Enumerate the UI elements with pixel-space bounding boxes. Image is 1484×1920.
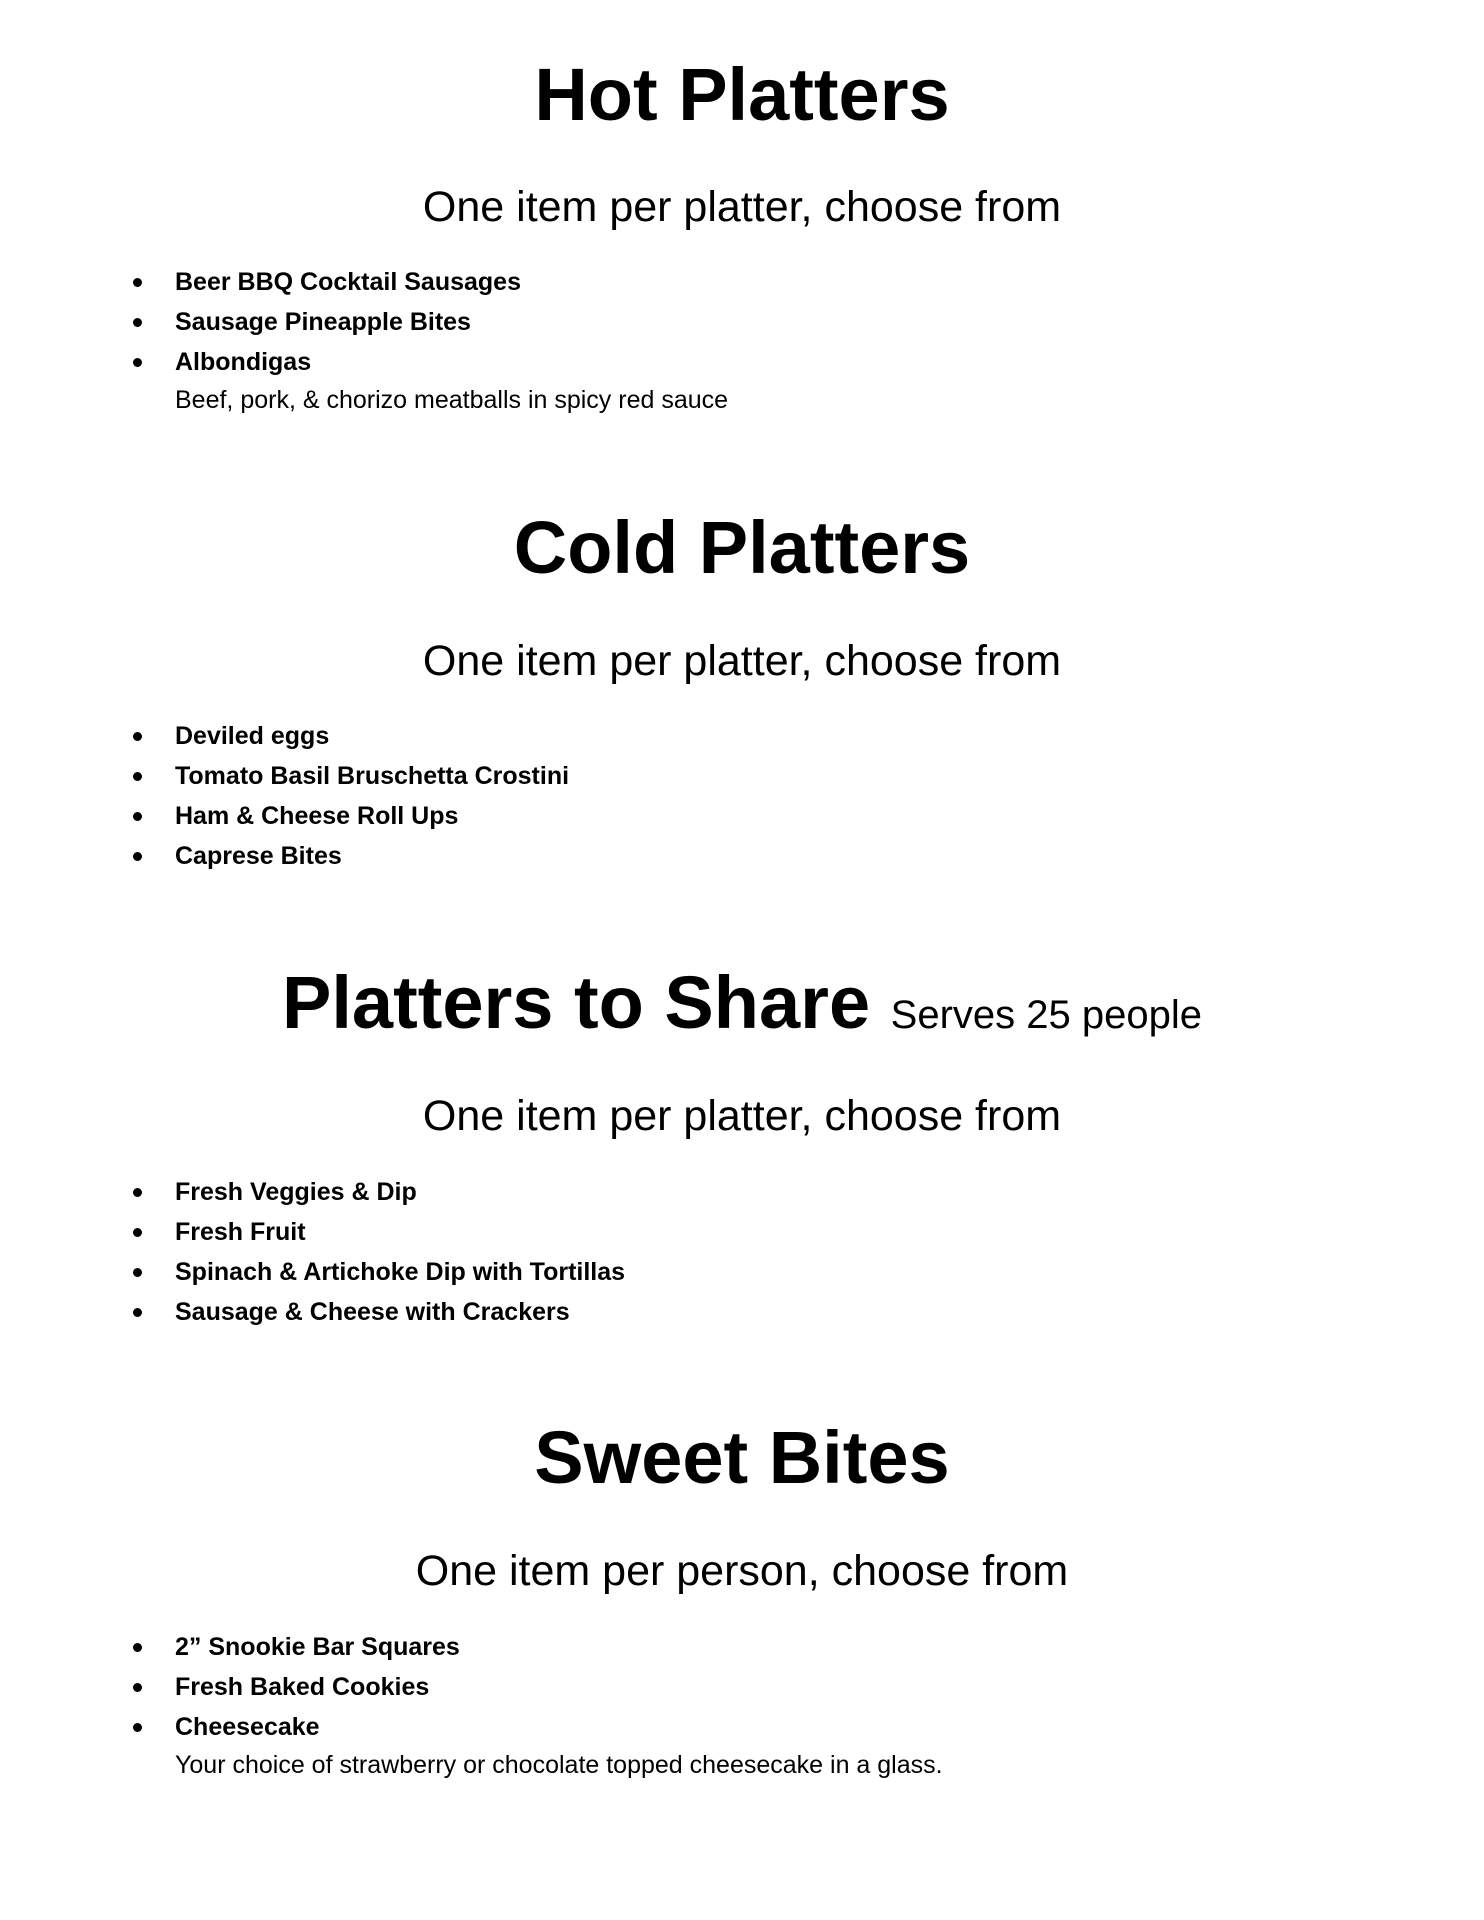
item-name: Sausage Pineapple Bites: [175, 308, 471, 336]
bullet-icon: [133, 278, 142, 287]
list-item: [0, 716, 1484, 756]
item-name: Beer BBQ Cocktail Sausages: [175, 268, 521, 296]
section-subtitle: One item per platter, choose from: [422, 1092, 1062, 1140]
item-name: Fresh Baked Cookies: [175, 1673, 430, 1701]
list-item: [0, 1627, 1484, 1667]
item-description: Beef, pork, & chorizo meatballs in spicy red sauce: [175, 386, 729, 414]
section-cold-platters: [0, 506, 1484, 589]
item-description: Your choice of strawberry or chocolate topped cheesecake in a glass.: [175, 1751, 943, 1779]
item-name: Ham & Cheese Roll Ups: [175, 802, 459, 830]
bullet-icon: [133, 358, 142, 367]
section-subtitle: One item per person, choose from: [415, 1547, 1069, 1595]
list-item: [0, 1172, 1484, 1212]
item-name: Spinach & Artichoke Dip with Tortillas: [175, 1258, 626, 1286]
bullet-icon: [133, 852, 142, 861]
bullet-icon: [133, 318, 142, 327]
list-item: [0, 1212, 1484, 1252]
section-subtitle: One item per platter, choose from: [422, 637, 1062, 685]
list-item: [0, 796, 1484, 836]
list-item: [0, 302, 1484, 342]
section-subtitle-hot: [0, 183, 1484, 231]
item-list-sweet: [0, 1627, 1484, 1783]
item-name: Tomato Basil Bruschetta Crostini: [175, 762, 570, 790]
list-item: [0, 1707, 1484, 1747]
bullet-icon: [133, 1188, 142, 1197]
item-name: Fresh Fruit: [175, 1218, 306, 1246]
item-list-hot: [0, 262, 1484, 418]
bullet-icon: [133, 732, 142, 741]
section-sweet-bites: [0, 1416, 1484, 1499]
list-item: [0, 342, 1484, 382]
section-hot-platters: [0, 53, 1484, 136]
bullet-icon: [133, 1308, 142, 1317]
bullet-icon: [133, 1683, 142, 1692]
bullet-icon: [133, 812, 142, 821]
list-item: [0, 756, 1484, 796]
list-item: [0, 836, 1484, 876]
section-subtitle-sweet: [0, 1547, 1484, 1595]
section-subtitle-share: [0, 1092, 1484, 1140]
item-name: Deviled eggs: [175, 722, 330, 750]
bullet-icon: [133, 1723, 142, 1732]
bullet-icon: [133, 772, 142, 781]
section-title: Cold Platters: [513, 506, 971, 589]
item-name: Sausage & Cheese with Crackers: [175, 1298, 570, 1326]
item-name: Cheesecake: [175, 1713, 320, 1741]
section-title: [0, 961, 1484, 1044]
section-title: Hot Platters: [534, 53, 950, 136]
serves-note: Serves 25 people: [890, 993, 1202, 1037]
bullet-icon: [133, 1228, 142, 1237]
section-title: Sweet Bites: [534, 1416, 950, 1499]
list-item: [0, 1667, 1484, 1707]
item-name: Albondigas: [175, 348, 312, 376]
section-subtitle: One item per platter, choose from: [422, 183, 1062, 231]
section-title-text: Platters to Share: [282, 961, 871, 1044]
item-list-share: [0, 1172, 1484, 1332]
list-item: [0, 1252, 1484, 1292]
bullet-icon: [133, 1268, 142, 1277]
item-name: 2” Snookie Bar Squares: [175, 1633, 460, 1661]
item-name: Fresh Veggies & Dip: [175, 1178, 417, 1206]
item-name: Caprese Bites: [175, 842, 342, 870]
list-item: [0, 262, 1484, 302]
bullet-icon: [133, 1643, 142, 1652]
section-platters-to-share: [0, 961, 1484, 1044]
section-subtitle-cold: [0, 637, 1484, 685]
list-item: [0, 1292, 1484, 1332]
item-list-cold: [0, 716, 1484, 876]
